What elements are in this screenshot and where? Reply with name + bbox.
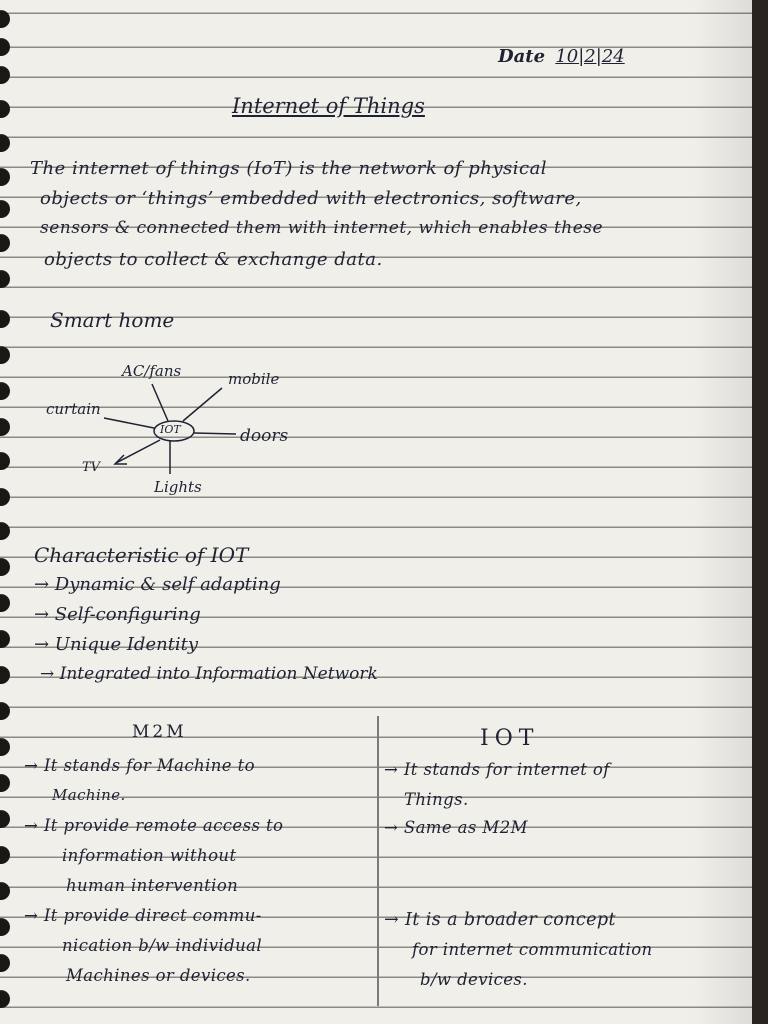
edge-curtain (104, 418, 154, 428)
definition-line: sensors & connected them with internet, which enables these (40, 218, 604, 238)
iot-row-text: for internet communication (412, 940, 653, 959)
m2m-row-text: → It stands for Machine to (24, 756, 255, 775)
edge-mobile (183, 388, 222, 421)
date-label: Date (498, 46, 546, 67)
characteristic-item: → Integrated into Information Network (40, 664, 378, 684)
iot-row-text: Things. (404, 790, 469, 809)
m2m-row-text: information without (62, 846, 237, 865)
m2m-row-text: → It provide direct commu- (24, 906, 262, 925)
definition-line: objects or ‘things’ embedded with electronics, software, (40, 188, 582, 209)
edge-ac-fans (152, 384, 168, 421)
smart-home-heading: Smart home (50, 308, 175, 332)
edge-doors (194, 433, 236, 434)
tv-arrowhead (115, 455, 127, 464)
definition-line: The internet of things (IoT) is the network of physical (30, 158, 548, 179)
edge-tv (116, 440, 160, 463)
date-value: 10|2|24 (555, 46, 625, 67)
curtain-label: curtain (46, 400, 101, 418)
iot-center-label: IOT (160, 423, 181, 436)
tv-label: TV (82, 460, 101, 475)
m2m-row-text: nication b/w individual (62, 936, 263, 955)
ac-fans-label: AC/fans (122, 362, 182, 380)
mobile-label: mobile (228, 370, 280, 388)
definition-line: objects to collect & exchange data. (44, 249, 383, 270)
iot-row-text: → It is a broader concept (384, 910, 616, 930)
m2m-column-header: M2M (132, 722, 187, 742)
characteristic-item: → Unique Identity (34, 634, 199, 655)
doors-label: doors (240, 426, 289, 446)
page-title: Internet of Things (232, 94, 425, 118)
characteristic-item: → Dynamic & self adapting (34, 574, 281, 595)
characteristic-item: → Self-configuring (34, 604, 201, 625)
iot-row-text: b/w devices. (420, 970, 528, 989)
table-divider (377, 716, 379, 1006)
iot-column-header: IOT (480, 726, 540, 751)
m2m-row-text: Machine. (52, 786, 126, 804)
m2m-row-text: human intervention (66, 876, 239, 895)
characteristics-heading: Characteristic of IOT (34, 543, 249, 567)
iot-row-text: → Same as M2M (384, 818, 528, 837)
iot-row-text: → It stands for internet of (384, 760, 610, 779)
m2m-row-text: Machines or devices. (66, 966, 251, 985)
lights-label: Lights (154, 478, 202, 496)
m2m-row-text: → It provide remote access to (24, 816, 284, 835)
